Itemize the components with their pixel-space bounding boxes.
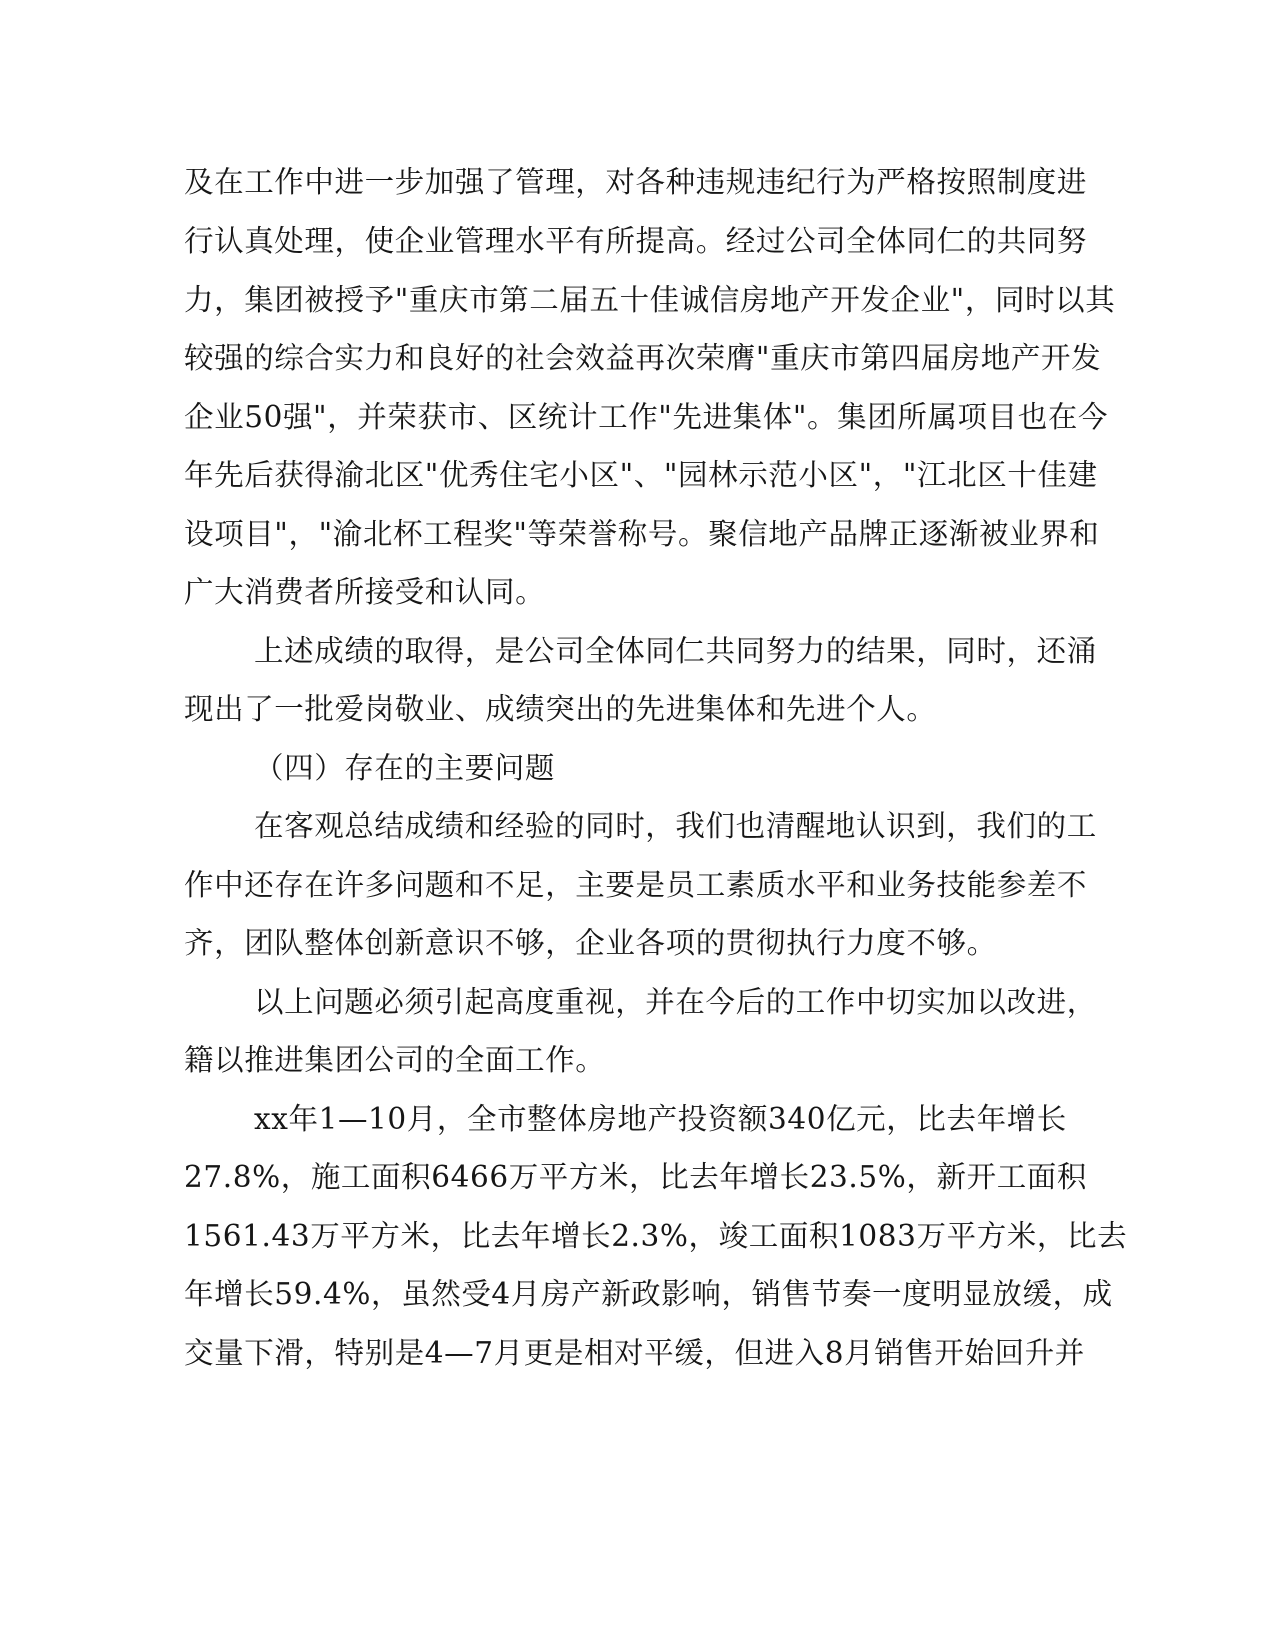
- paragraph-line-16: 籍以推进集团公司的全面工作。: [184, 1043, 606, 1077]
- paragraph-line-21: 交量下滑，特别是4—7月更是相对平缓，但进入8月销售开始回升并: [184, 1336, 1085, 1370]
- paragraph-line-13: 作中还存在许多问题和不足，主要是员工素质水平和业务技能参差不: [184, 868, 1088, 902]
- paragraph-line-15: 以上问题必须引起高度重视，并在今后的工作中切实加以改进，: [254, 985, 1097, 1019]
- paragraph-line-1: 及在工作中进一步加强了管理，对各种违规违纪行为严格按照制度进: [184, 165, 1088, 199]
- paragraph-line-14: 齐，团队整体创新意识不够，企业各项的贯彻执行力度不够。: [184, 926, 997, 960]
- section-heading: （四）存在的主要问题: [254, 751, 556, 785]
- paragraph-line-3: 力，集团被授予"重庆市第二届五十佳诚信房地产开发企业"，同时以其: [184, 283, 1116, 317]
- paragraph-line-12: 在客观总结成绩和经验的同时，我们也清醒地认识到，我们的工: [254, 809, 1097, 843]
- paragraph-line-2: 行认真处理，使企业管理水平有所提高。经过公司全体同仁的共同努: [184, 224, 1088, 258]
- paragraph-line-6: 年先后获得渝北区"优秀住宅小区"、"园林示范小区"，"江北区十佳建: [184, 458, 1098, 492]
- paragraph-line-19: 1561.43万平方米，比去年增长2.3%，竣工面积1083万平方米，比去: [184, 1219, 1128, 1253]
- paragraph-line-9: 上述成绩的取得，是公司全体同仁共同努力的结果，同时，还涌: [254, 634, 1097, 668]
- paragraph-line-5: 企业50强"，并荣获市、区统计工作"先进集体"。集团所属项目也在今: [184, 400, 1109, 434]
- paragraph-line-17: xx年1—10月，全市整体房地产投资额340亿元，比去年增长: [254, 1102, 1067, 1136]
- paragraph-line-10: 现出了一批爱岗敬业、成绩突出的先进集体和先进个人。: [184, 692, 937, 726]
- paragraph-line-4: 较强的综合实力和良好的社会效益再次荣膺"重庆市第四届房地产开发: [184, 341, 1102, 375]
- paragraph-line-7: 设项目"，"渝北杯工程奖"等荣誉称号。聚信地产品牌正逐渐被业界和: [184, 517, 1100, 551]
- paragraph-line-8: 广大消费者所接受和认同。: [184, 575, 546, 609]
- paragraph-line-18: 27.8%，施工面积6466万平方米，比去年增长23.5%，新开工面积: [184, 1160, 1088, 1194]
- paragraph-line-20: 年增长59.4%，虽然受4月房产新政影响，销售节奏一度明显放缓，成: [184, 1277, 1113, 1311]
